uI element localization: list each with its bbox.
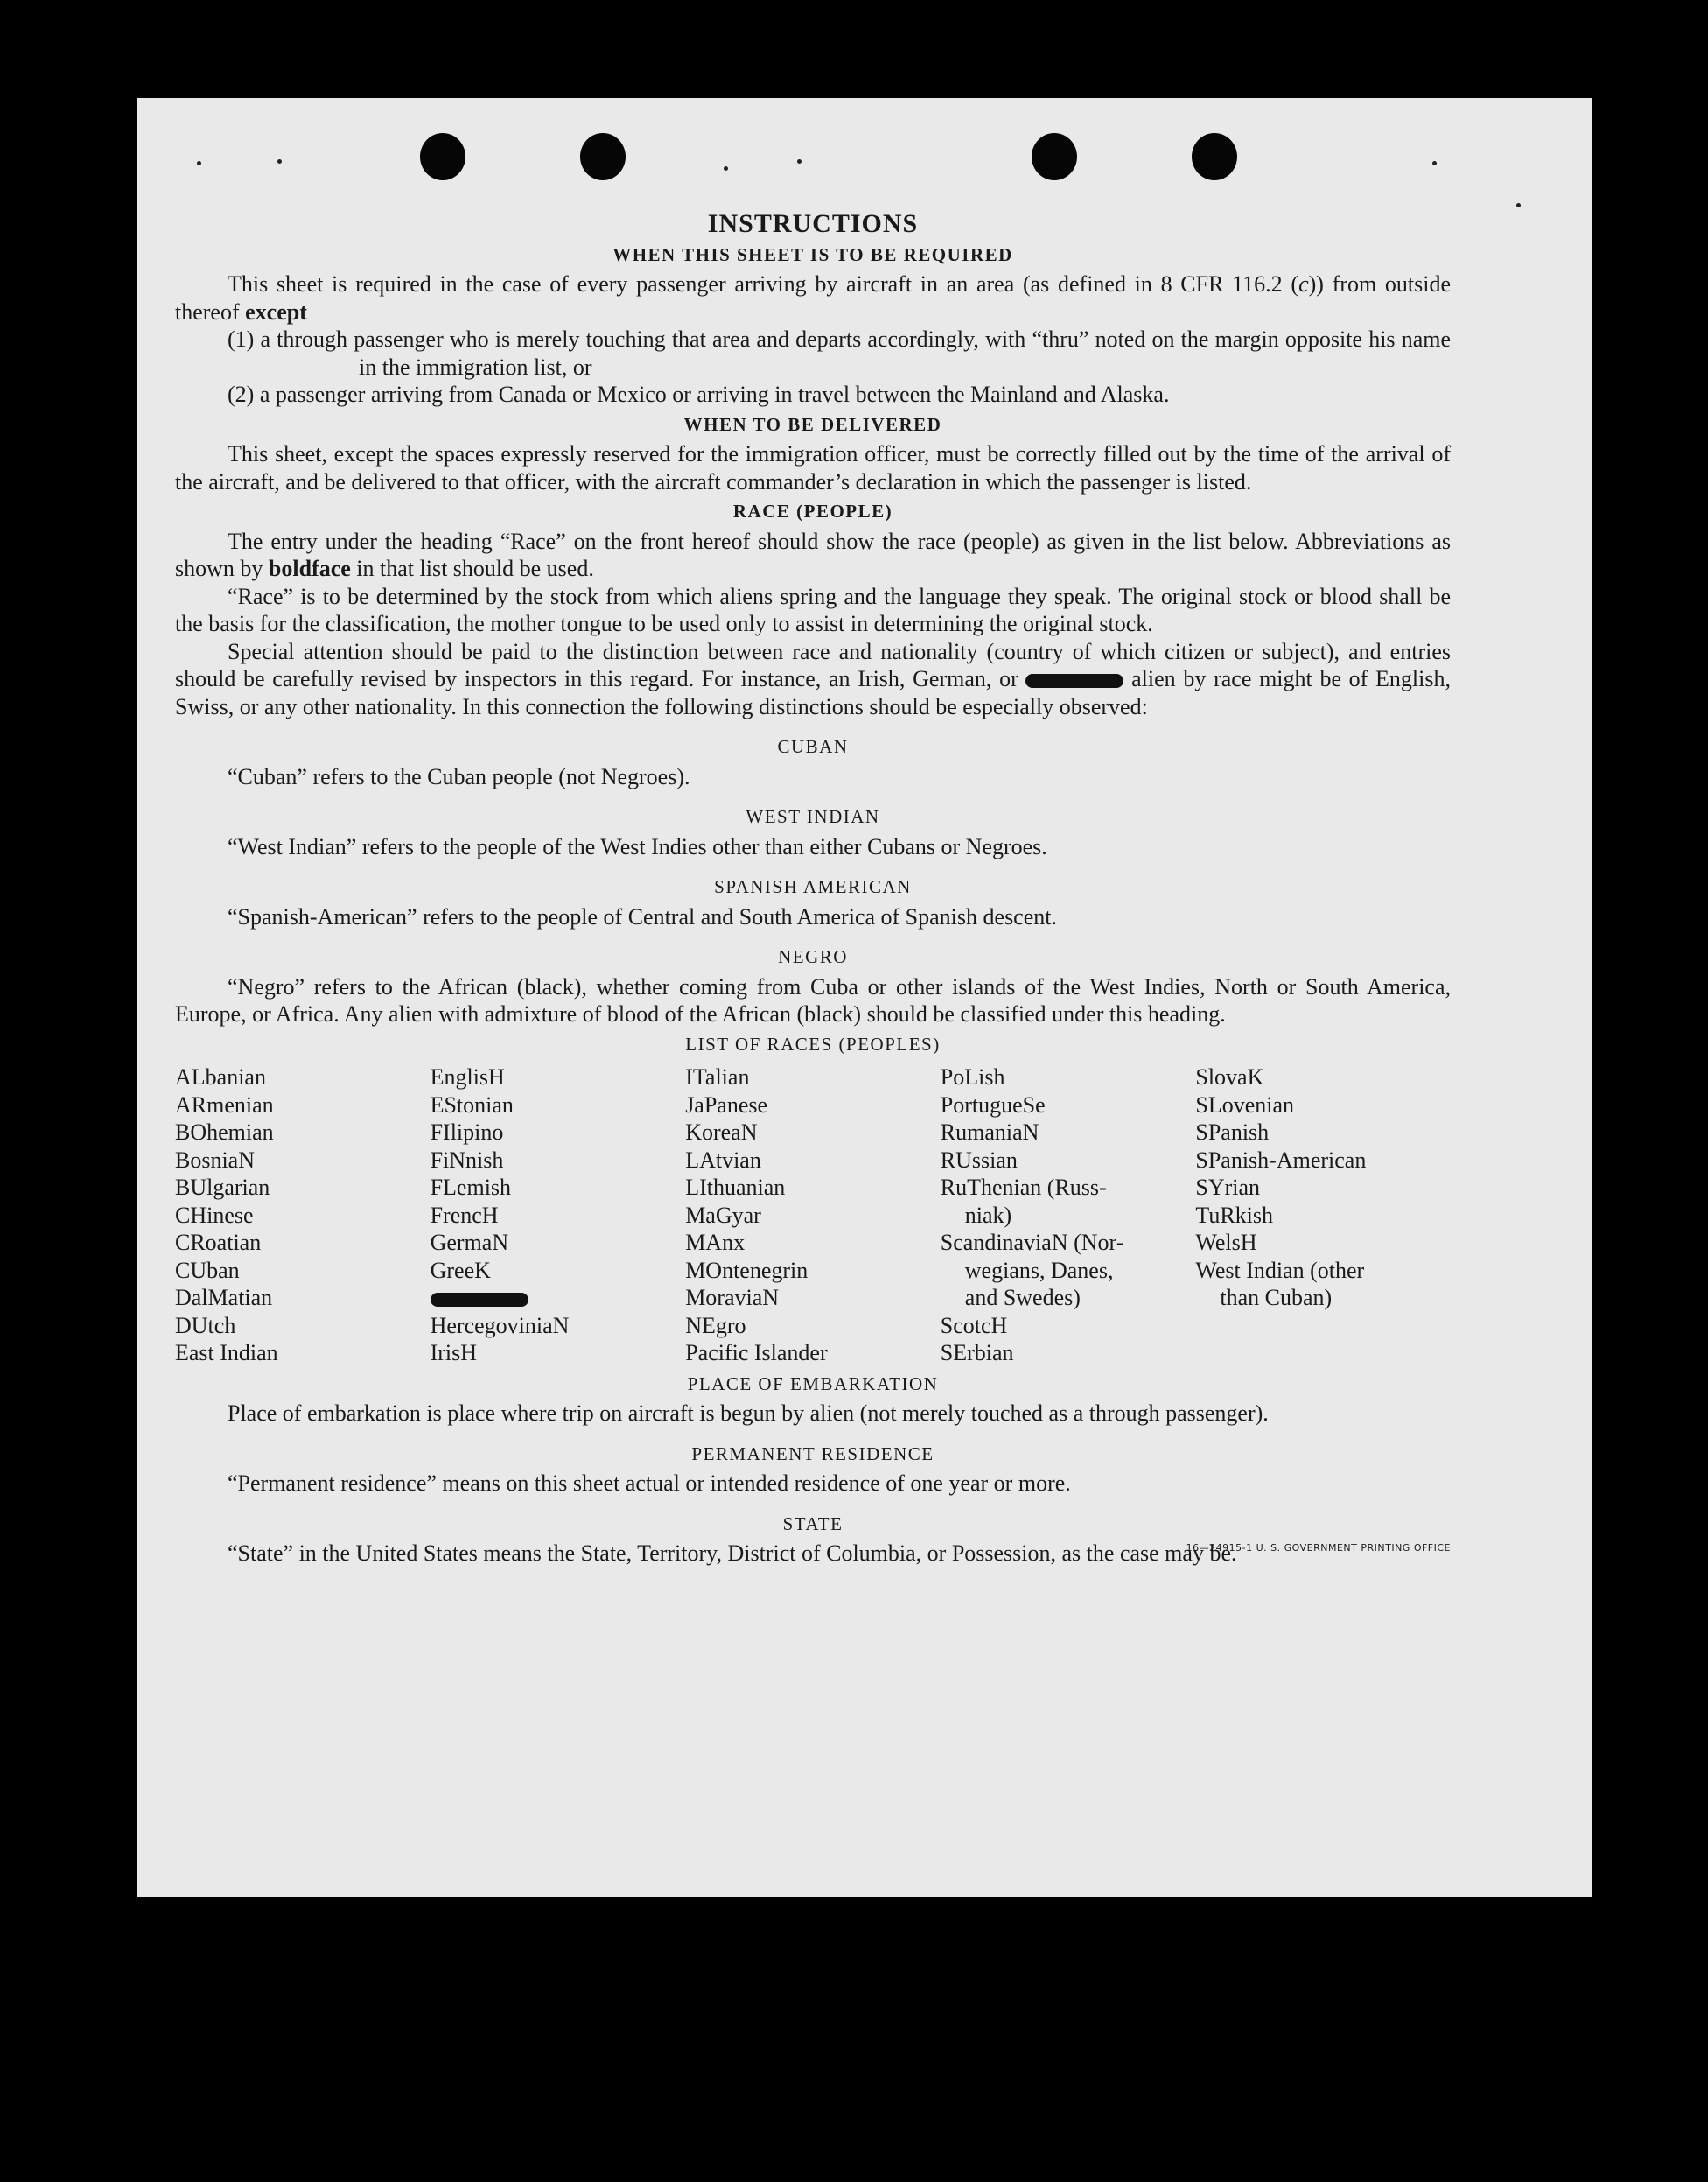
race-entry: PortugueSe (940, 1091, 1046, 1118)
redaction-mark (430, 1293, 528, 1307)
paragraph: This sheet, except the spaces expressly reserved for the immigration officer, must be correctly filled out by the time of the arrival of the aircraft, and be delivered to that officer, with the aircraft commander’s declaration in which the passenger is listed. (175, 441, 1451, 495)
race-entry: MOntenegrin (685, 1257, 808, 1283)
speck (277, 159, 282, 164)
punch-hole (1032, 133, 1077, 180)
section-heading: PLACE OF EMBARKATION (687, 1372, 939, 1394)
race-entry: niak) (964, 1202, 1012, 1228)
race-entry: RuThenian (Russ- (940, 1175, 1107, 1200)
race-entry: CRoatian (175, 1230, 262, 1255)
race-entry: RUssian (940, 1147, 1018, 1173)
paragraph: “State” in the United States means the State, Territory, District of Columbia, or Possession, as the case may be. (228, 1540, 1237, 1566)
race-entry: SErbian (940, 1340, 1014, 1365)
race-entry: GreeK (430, 1257, 491, 1283)
list-item: (2) a passenger arriving from Canada or Mexico or arriving in travel between the Mainland and Alaska. (228, 382, 1170, 407)
race-entry: WelsH (1195, 1230, 1257, 1255)
text: c (1298, 271, 1309, 297)
race-entry: GermaN (430, 1230, 509, 1255)
paragraph: “Permanent residence” means on this sheet actual or intended residence of one year or more. (228, 1470, 1071, 1496)
race-entry: FrencH (430, 1202, 499, 1228)
section-heading: WEST INDIAN (746, 806, 880, 827)
race-entry-redacted (430, 1284, 686, 1312)
race-column (430, 1063, 686, 1367)
section-heading: WHEN TO BE DELIVERED (683, 413, 942, 435)
race-entry: JaPanese (685, 1091, 768, 1118)
speck (1432, 161, 1437, 165)
text: Special attention should be paid to the distinction between race and nationality (country of which citizen or subject), and entries should be carefully revised by inspectors in this regard. For instance, an Irish, German, or (175, 638, 1451, 691)
race-entry: Pacific Islander (685, 1340, 828, 1365)
race-entry: ScotcH (940, 1312, 1008, 1338)
text: boldface (268, 556, 351, 581)
race-entry: than Cuban) (1220, 1285, 1333, 1310)
speck (1516, 203, 1521, 207)
paragraph: Place of embarkation is place where trip on aircraft is begun by alien (not merely touched as a through passenger). (228, 1400, 1269, 1426)
race-column (941, 1063, 1196, 1367)
race-entry: RumaniaN (940, 1119, 1040, 1145)
text: alien by race might be of English, Swiss, or any other nationality. In this connection the following distinctions should be especially observed: (175, 666, 1451, 719)
race-entry: SPanish (1195, 1119, 1270, 1145)
paragraph: “Cuban” refers to the Cuban people (not Negroes). (228, 763, 690, 789)
race-entry: HercegoviniaN (430, 1312, 570, 1338)
document-sheet (137, 98, 1592, 1897)
paragraph: “West Indian” refers to the people of the West Indies other than either Cubans or Negroes. (228, 833, 1047, 859)
list-item: (1) a through passenger who is merely touching that area and departs accordingly, with “thru” noted on the margin opposite his name in the immigration list, or (228, 326, 1451, 380)
punch-hole (1192, 133, 1237, 180)
race-entry: ScandinaviaN (Nor- (940, 1230, 1124, 1255)
race-entry: ALbanian (175, 1064, 266, 1090)
race-entry: LIthuanian (685, 1175, 786, 1200)
race-entry: DUtch (175, 1312, 236, 1338)
race-column (685, 1063, 941, 1367)
race-entry: East Indian (175, 1340, 278, 1365)
race-entry: CHinese (175, 1202, 254, 1228)
race-entry: SYrian (1195, 1175, 1261, 1200)
text: in that list should be used. (350, 556, 594, 581)
race-entry: NEgro (685, 1312, 746, 1338)
paragraph (175, 270, 1451, 326)
section-heading: CUBAN (777, 736, 849, 757)
race-column (175, 1063, 430, 1367)
paragraph: “Race” is to be determined by the stock from which aliens spring and the language they speak. The original stock or blood shall be the basis for the classification, the mother tongue to be used only to assist in determining the original stock. (175, 583, 1451, 636)
race-entry: EnglisH (430, 1064, 505, 1090)
race-entry: SPanish-American (1195, 1147, 1367, 1173)
race-entry: SLovenian (1195, 1091, 1295, 1118)
race-entry: wegians, Danes, (964, 1257, 1114, 1283)
section-heading: PERMANENT RESIDENCE (691, 1442, 934, 1464)
race-column (1195, 1063, 1451, 1367)
speck (724, 166, 728, 171)
race-entry: EStonian (430, 1091, 514, 1118)
race-entry: BUlgarian (175, 1175, 270, 1200)
paragraph: “Negro” refers to the African (black), whether coming from Cuba or other islands of the West Indies, North or South America, Europe, or Africa. Any alien with admixture of blood of the African (black) should be classified under this heading. (175, 973, 1451, 1027)
race-entry: MAnx (685, 1230, 746, 1255)
text: The entry under the heading “Race” on the front hereof should show the race (people) as given in the list below. Abbreviations as shown by (175, 528, 1451, 581)
state-block (175, 1540, 1451, 1568)
race-entry: DalMatian (175, 1285, 273, 1310)
race-entry: CUban (175, 1257, 240, 1283)
instructions-content (175, 210, 1451, 1568)
race-entry: MoraviaN (685, 1285, 780, 1310)
race-entry: and Swedes) (964, 1285, 1081, 1310)
race-entry: MaGyar (685, 1202, 761, 1228)
redaction-mark (1026, 674, 1124, 688)
race-entry: KoreaN (685, 1119, 758, 1145)
section-heading: RACE (PEOPLE) (732, 501, 893, 522)
race-entry: LAtvian (685, 1147, 761, 1173)
race-entry: SlovaK (1195, 1064, 1264, 1090)
text: )) from outside thereof (175, 271, 1451, 325)
race-entry: TuRkish (1195, 1202, 1274, 1228)
punch-hole (580, 133, 626, 180)
paragraph (175, 528, 1451, 583)
race-entry: ARmenian (175, 1091, 274, 1118)
paragraph: “Spanish-American” refers to the people of Central and South America of Spanish descent. (228, 903, 1057, 930)
section-heading: NEGRO (778, 946, 848, 967)
race-entry: West Indian (other (1195, 1257, 1365, 1283)
race-entry: PoLish (940, 1064, 1005, 1090)
section-heading: WHEN THIS SHEET IS TO BE REQUIRED (612, 243, 1013, 265)
section-heading: STATE (782, 1512, 844, 1534)
speck (797, 159, 802, 164)
text: except (245, 298, 307, 325)
text: This sheet is required in the case of every passenger arriving by aircraft in an area (as defined in 8 CFR 116.2 ( (228, 271, 1299, 297)
race-entry: FiNnish (430, 1147, 504, 1173)
punch-hole (420, 133, 466, 180)
section-heading: LIST OF RACES (PEOPLES) (685, 1033, 941, 1055)
race-list (175, 1063, 1451, 1367)
speck (197, 161, 201, 165)
race-entry: FIlipino (430, 1119, 504, 1145)
paragraph (175, 638, 1451, 721)
race-entry: BOhemian (175, 1119, 274, 1145)
race-entry: IrisH (430, 1340, 478, 1365)
race-entry: ITalian (685, 1064, 750, 1090)
section-heading: SPANISH AMERICAN (714, 876, 912, 897)
page-title: INSTRUCTIONS (707, 209, 919, 238)
race-entry: BosniaN (175, 1147, 255, 1173)
printer-mark: 16—24915-1 U. S. GOVERNMENT PRINTING OFFICE (1186, 1542, 1451, 1554)
race-entry: FLemish (430, 1175, 512, 1200)
